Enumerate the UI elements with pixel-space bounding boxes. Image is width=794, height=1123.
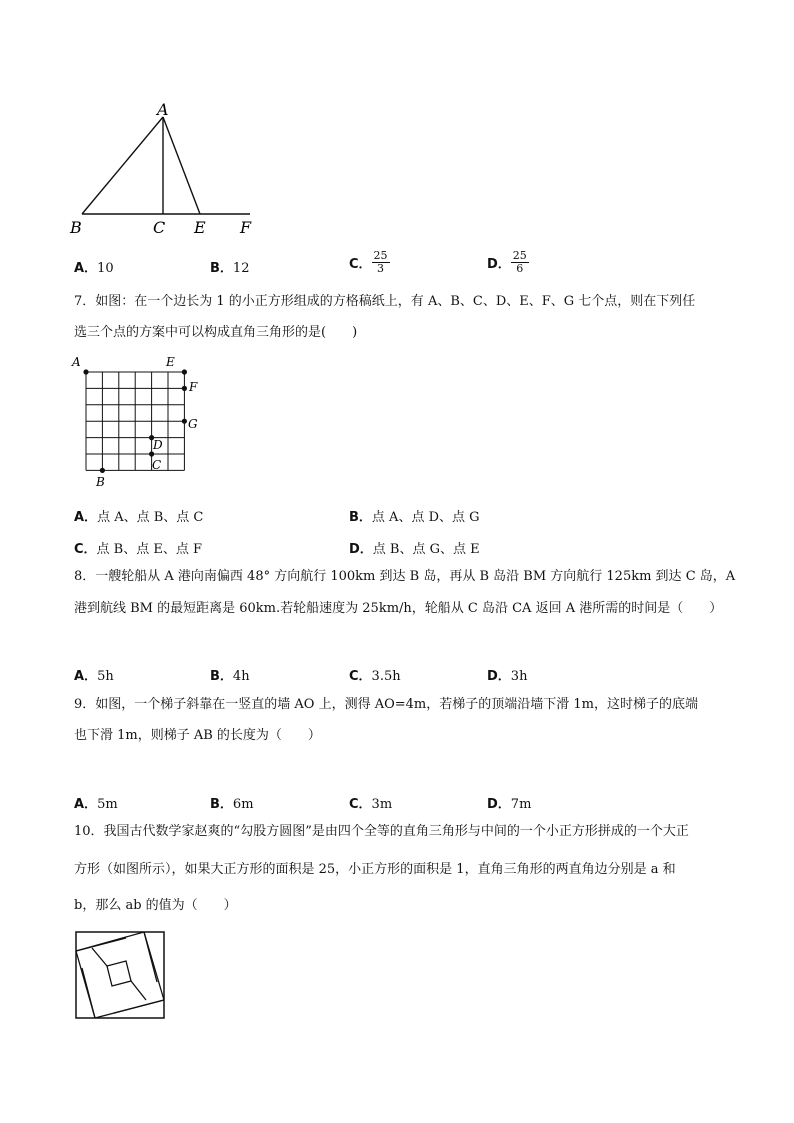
grid-label-g: G — [188, 417, 198, 431]
point-c — [149, 451, 154, 456]
q8-option-c: C．3.5h — [349, 669, 401, 684]
q8-option-a: A．5h — [74, 669, 114, 684]
point-b — [100, 468, 105, 473]
connector-4 — [95, 986, 112, 1018]
q7-option-b: B．点 A、点 D、点 G — [349, 510, 480, 525]
outer-square — [76, 932, 164, 1018]
point-g — [182, 419, 187, 424]
q9-option-c: C．3m — [349, 797, 393, 812]
q9-option-b: B．6m — [210, 797, 254, 812]
q9-text-line1: 9．如图，一个梯子斜靠在一竖直的墙 AO 上，测得 AO=4m，若梯子的顶端沿墙下滑 1m，这时梯子的底端 — [74, 697, 698, 712]
grid-label-a: A — [72, 355, 81, 369]
grid-label-d: D — [153, 438, 163, 452]
q6-option-d: D． $\frac{25}{6}$ — [487, 249, 527, 275]
connector-1 — [92, 948, 107, 966]
label-b: B — [70, 218, 82, 237]
q8-text-line1: 8．一艘轮船从 A 港向南偏西 48° 方向航行 100km 到达 B 岛，再从 B 岛沿 BM 方向航行 125km 到达 C 岛，A — [74, 569, 736, 584]
q9-option-a: A．5m — [74, 797, 118, 812]
leg-line-2 — [144, 932, 157, 982]
label-c: C — [153, 218, 166, 237]
q9-option-d: D．7m — [487, 797, 532, 812]
segment-ab — [82, 117, 163, 214]
q10-text-line3: b，那么 ab 的值为（ ） — [74, 898, 237, 913]
label-e: E — [194, 218, 206, 237]
leg-line-1 — [76, 938, 126, 951]
grid-lines — [86, 372, 184, 470]
grid-label-e: E — [166, 355, 175, 369]
q7-option-c: C．点 B、点 E、点 F — [74, 542, 203, 557]
point-e — [182, 369, 187, 374]
small-inner-square — [107, 961, 131, 986]
leg-line-4 — [82, 968, 95, 1018]
grid-label-c: C — [152, 458, 162, 472]
segment-ae — [163, 117, 200, 214]
q7-text-line2: 选三个点的方案中可以构成直角三角形的是( ) — [74, 325, 358, 340]
q10-text-line2: 方形（如图所示），如果大正方形的面积是 25，小正方形的面积是 1，直角三角形的两直角边分别是 a 和 — [74, 862, 676, 877]
q6-option-a: A．10 — [74, 261, 114, 276]
grid-label-b: B — [96, 475, 105, 489]
q8-option-b: B．4h — [210, 669, 250, 684]
label-a: A — [157, 100, 169, 119]
leg-line-3 — [114, 1000, 164, 1013]
q7-text-line1: 7．如图：在一个边长为 1 的小正方形组成的方格稿纸上，有 A、B、C、D、E、F、G 七个点，则在下列任 — [74, 294, 696, 309]
q9-text-line2: 也下滑 1m，则梯子 AB 的长度为（ ） — [74, 728, 321, 743]
q6-option-c: C． $\frac{25}{3}$ — [349, 249, 388, 275]
q7-option-a: A．点 A、点 B、点 C — [74, 510, 204, 525]
q10-text-line1: 10．我国古代数学家赵爽的“勾股方圆图”是由四个全等的直角三角形与中间的一个小正方形拼成的一个大正 — [74, 824, 689, 839]
label-f: F — [240, 218, 252, 237]
grid-label-f: F — [189, 380, 198, 394]
q7-grid-figure — [68, 352, 218, 492]
q7-option-d: D．点 B、点 G、点 E — [349, 542, 480, 557]
q6-option-b: B．12 — [210, 261, 250, 276]
connector-3 — [131, 981, 146, 1000]
q8-text-line2: 港到航线 BM 的最短距离是 60km.若轮船速度为 25km/h，轮船从 C 岛沿 CA 返回 A 港所需的时间是（ ） — [74, 601, 723, 616]
q8-option-d: D．3h — [487, 669, 528, 684]
q10-zhao-shuang-figure — [74, 930, 168, 1022]
point-a — [83, 369, 88, 374]
point-f — [182, 386, 187, 391]
q6-triangle-figure — [60, 95, 280, 245]
